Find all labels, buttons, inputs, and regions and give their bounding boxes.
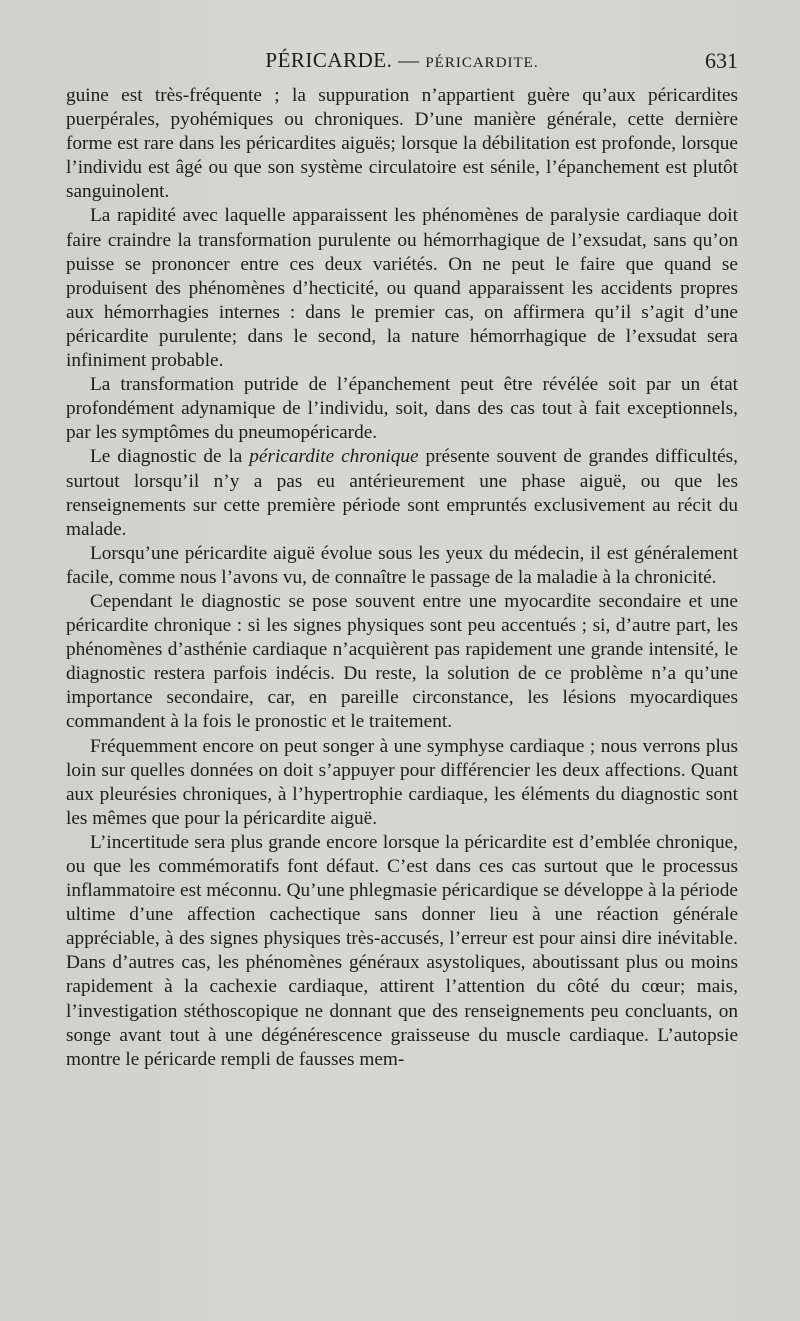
body-text	[66, 84, 738, 1072]
page-number: 631	[705, 48, 738, 73]
paragraph-1: guine est très-fréquente ; la suppuration n’appartient guère qu’aux péricardites puerpérales, pyohémiques ou chroniques. D’une manière générale, cette dernière forme est rare dans les péricardites aiguës; lorsque la débilitation est profonde, lorsque l’individu est âgé ou que son système circulatoire est sénile, l’épanchement est plutôt sanguinolent.	[66, 85, 738, 203]
paragraph-8: L’incertitude sera plus grande encore lorsque la péricardite est d’emblée chronique, ou que les commémoratifs font défaut. C’est dans ces cas surtout que le processus inflammatoire est méconnu. Qu’une phlegmasie péricardique se développe à la période ultime d’une affection cachectique sans donner lieu à une réaction générale appréciable, à des signes physiques très-accusés, l’erreur est pour ainsi dire inévitable. Dans d’autres cas, les phénomènes généraux asystoliques, aboutissant plus ou moins rapidement à la cachexie cardiaque, attirent l’attention du côté du cœur; mais, l’investigation stéthoscopique ne donnant que des renseignements peu concluants, on songe avant tout à une dégénérescence graisseuse du muscle cardiaque. L’autopsie montre le péricarde rempli de fausses mem-	[66, 831, 738, 1070]
paragraph-6: Cependant le diagnostic se pose souvent entre une myocardite secondaire et une péricardite chronique : si les signes physiques sont peu accentués ; si, d’autre part, les phénomènes d’asthénie cardiaque n’acquièrent pas rapidement une grande intensité, le diagnostic restera parfois indécis. Du reste, la solution de ce problème n’a qu’une importance secondaire, car, en pareille circonstance, les lésions myocardiques commandent à la fois le pronostic et le traitement.	[66, 590, 738, 733]
running-head	[66, 48, 738, 73]
running-head-subtitle: PÉRICARDITE.	[425, 55, 539, 71]
page-header	[66, 48, 738, 76]
paragraph-7: Fréquemment encore on peut songer à une symphyse cardiaque ; nous verrons plus loin sur quelles données on doit s’appuyer pour différencier les deux affections. Quant aux pleurésies chroniques, à l’hypertrophie cardiaque, les éléments du diagnostic sont les mêmes que pour la péricardite aiguë.	[66, 735, 738, 829]
paragraph-4-emphasis: péricardite chronique	[249, 446, 419, 468]
paragraph-2: La rapidité avec laquelle apparaissent les phénomènes de paralysie cardiaque doit faire craindre la transformation purulente ou hémorrhagique de l’exsudat, sans qu’on puisse se prononcer entre ces deux variétés. On ne peut le faire que quand se produisent des phénomènes d’hecticité, ou quand apparaissent les accidents propres aux hémorrhagies internes : dans le premier cas, on affirmera qu’il s’agit d’une péricardite purulente; dans le second, la nature hémorrhagique de l’exsudat sera infiniment probable.	[66, 205, 738, 372]
paragraph-3: La transformation putride de l’épanchement peut être révélée soit par un état profondément adynamique de l’individu, soit, dans des cas tout à fait exceptionnels, par les symptômes du pneumopéricarde.	[66, 374, 738, 444]
running-head-main: PÉRICARDE. —	[265, 48, 420, 72]
paragraph-4-after: présente souvent de grandes difficultés, surtout lorsqu’il n’y a pas eu antérieurement une phase aiguë, ou que les renseignements sur cette première période sont empruntés exclusivement au récit du malade.	[66, 446, 739, 540]
paragraph-4	[66, 445, 738, 541]
paragraph-4-before: Le diagnostic de la	[90, 446, 250, 468]
paragraph-5: Lorsqu’une péricardite aiguë évolue sous les yeux du médecin, il est généralement facile, comme nous l’avons vu, de connaître le passage de la maladie à la chronicité.	[66, 542, 738, 588]
